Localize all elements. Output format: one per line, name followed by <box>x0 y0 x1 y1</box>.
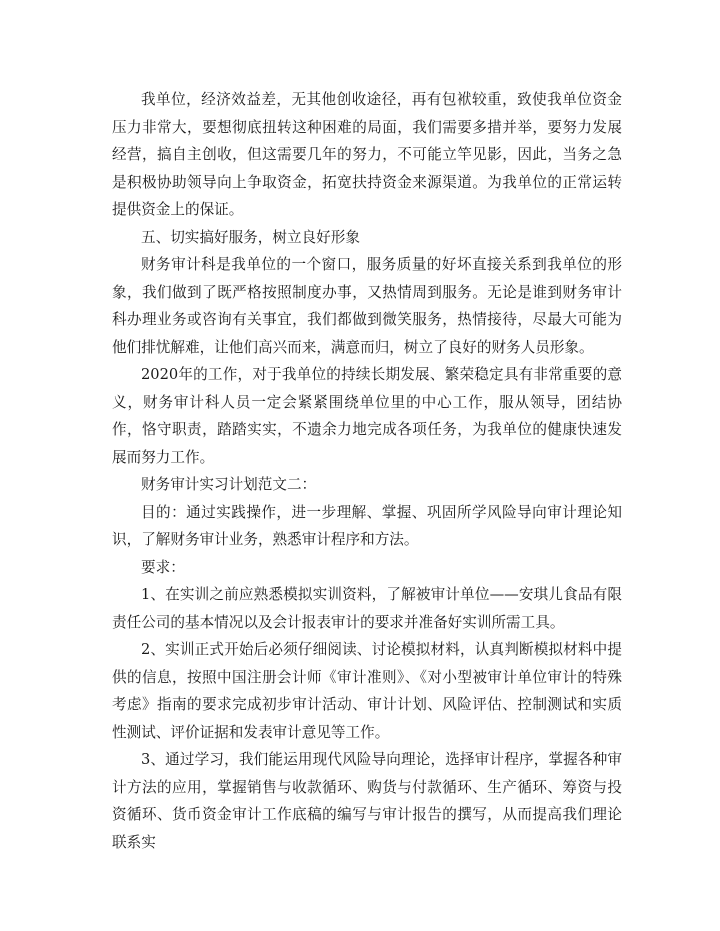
paragraph-funding: 我单位，经济效益差，无其他创收途径，再有包袱较重，致使我单位资金压力非常大，要想彻底扭转这种困难的局面，我们需要多措并举，要努力发展经营，搞自主创收，但这需要几年的努力，不可能立竿见影，因此，当务之急是积极协助领导向上争取资金，拓宽扶持资金来源渠道。为我单位的正常运转提供资金上的保证。 <box>112 91 622 218</box>
paragraph-2020-work: 2020年的工作，对于我单位的持续长期发展、繁荣稳定具有非常重要的意义，财务审计科人员一定会紧紧围绕单位里的中心工作，服从领导，团结协作，恪守职责，踏踏实实，不遗余力地完成各项任务，为我单位的健康快速发展而努力工作。 <box>112 366 622 466</box>
requirement-item-1: 1、在实训之前应熟悉模拟实训资料，了解被审计单位——安琪儿食品有限责任公司的基本情况以及会计报表审计的要求并准备好实训所需工具。 <box>112 586 622 631</box>
section-heading-service: 五、切实搞好服务，树立良好形象 <box>141 228 360 246</box>
requirement-item-2: 2、实训正式开始后必须仔细阅读、讨论模拟材料，认真判断模拟材料中提供的信息，按照中国注册会计师《审计准则》、《对小型被审计单位审计的特殊考虑》指南的要求完成初步审计活动、审计计划、风险评估、控制测试和实质性测试、评价证据和发表审计意见等工作。 <box>112 641 622 741</box>
paragraph-service: 财务审计科是我单位的一个窗口，服务质量的好坏直接关系到我单位的形象，我们做到了既严格按照制度办事，又热情周到服务。无论是谁到财务审计科办理业务或咨询有关事宜，我们都做到微笑服务，热情接待，尽最大可能为他们排忧解难，让他们高兴而来，满意而归，树立了良好的财务人员形象。 <box>112 256 622 356</box>
paragraph-purpose: 目的：通过实践操作，进一步理解、掌握、巩固所学风险导向审计理论知识，了解财务审计业务，熟悉审计程序和方法。 <box>112 503 622 548</box>
section-heading-sample-two: 财务审计实习计划范文二： <box>141 476 317 493</box>
section-heading-requirements: 要求： <box>141 558 185 576</box>
document-body <box>112 86 622 856</box>
requirement-item-3: 3、通过学习，我们能运用现代风险导向理论，选择审计程序，掌握各种审计方法的应用，掌握销售与收款循环、购货与付款循环、生产循环、筹资与投资循环、货币资金审计工作底稿的编写与审计报告的撰写，从而提高我们理论联系实 <box>112 751 622 851</box>
